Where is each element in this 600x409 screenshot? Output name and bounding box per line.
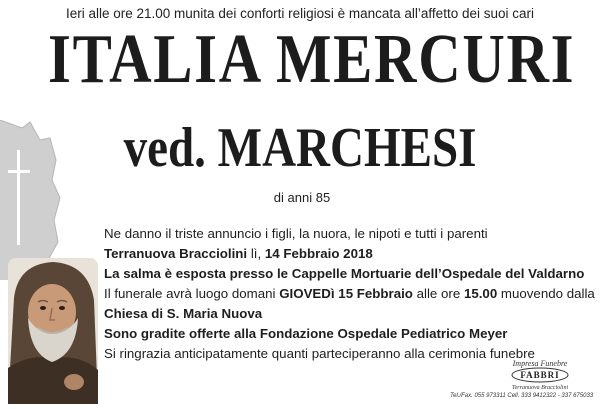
widow-of-name: ved. MARCHESI: [123, 117, 477, 179]
place-text: Terranuova Bracciolini: [104, 246, 248, 261]
funeral-text-b: alle ore: [412, 286, 464, 301]
date-text: 14 Febbraio 2018: [264, 246, 373, 261]
funeral-home-bottom: Terranuova Bracciolini: [511, 385, 569, 391]
age-text: di anni 85: [273, 190, 331, 205]
donation-text: Sono gradite offerte alla Fondazione Ospedale Pediatrico Meyer: [104, 326, 508, 341]
funeral-day: GIOVEDì 15 Febbraio: [279, 286, 413, 301]
thanks-line: Si ringrazia anticipatamente quanti parteciperanno alla cerimonia funebre: [104, 346, 535, 361]
place-date-line: [104, 244, 596, 264]
funeral-home-contacts: Tel./Fax. 055 973311 Cell. 333 9412322 - 337 675033: [450, 393, 594, 399]
funeral-time: 15.00: [463, 286, 498, 301]
funeral-home-logo: [486, 358, 590, 392]
church-line: [104, 304, 596, 324]
funeral-line: [104, 284, 596, 304]
announcement-line: Ne danno il triste annuncio i figli, la nuora, le nipoti e tutti i parenti: [104, 226, 488, 241]
funeral-text-c: muovendo dalla: [497, 286, 595, 301]
announcement-body: [104, 224, 596, 364]
saint-portrait: [8, 258, 98, 404]
deceased-name: ITALIA MERCURI: [48, 21, 576, 98]
viewing-line: [104, 264, 596, 284]
church-text: Chiesa di S. Maria Nuova: [104, 306, 263, 321]
funeral-home-name: FABBRI: [520, 370, 560, 380]
viewing-text: La salma è esposta presso le Cappelle Mortuarie dell’Ospedale del Valdarno: [104, 266, 585, 281]
donation-line: [104, 324, 596, 344]
funeral-home-top: Impresa Funebre: [512, 359, 568, 368]
funeral-text-a: Il funerale avrà luogo domani: [104, 286, 280, 301]
cross-icon: [8, 150, 30, 245]
intro-text: Ieri alle ore 21.00 munita dei conforti religiosi è mancata all’affetto dei suoi cari: [65, 6, 534, 21]
place-date-separator: lì,: [247, 246, 265, 261]
